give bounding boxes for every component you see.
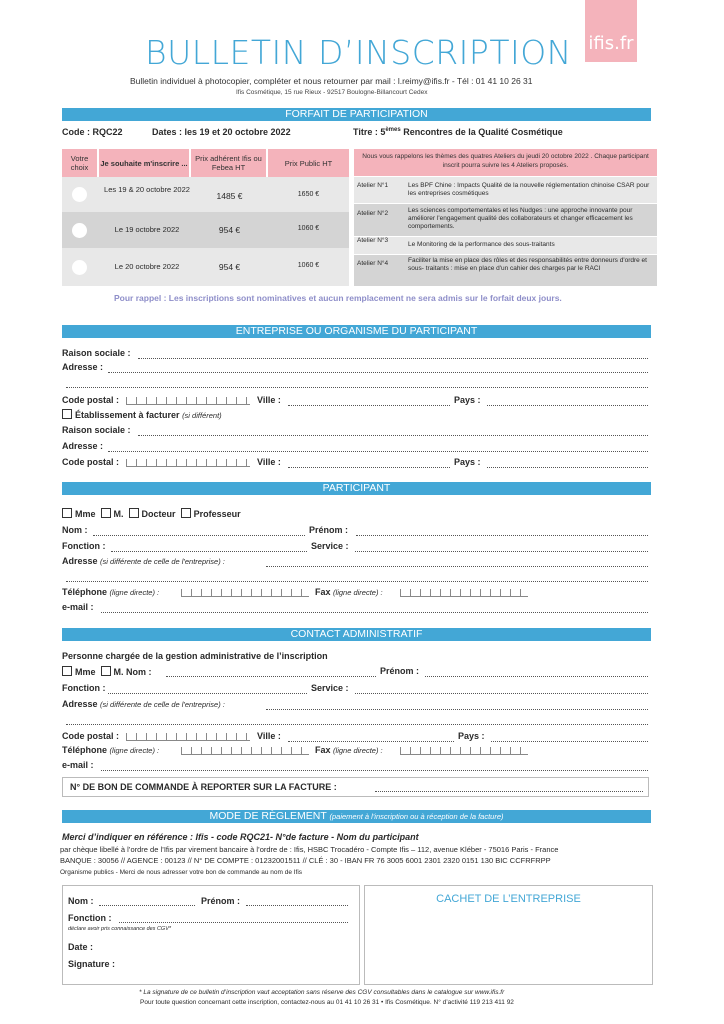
adresse-input-p2[interactable] (66, 581, 648, 582)
email-input-c[interactable] (101, 770, 648, 771)
pays-label-c: Pays : (458, 731, 485, 741)
service-input-c[interactable] (355, 693, 648, 694)
fax-label-c: Fax (ligne directe) : (315, 745, 383, 755)
mme-checkbox[interactable] (62, 508, 72, 518)
raison-label-2: Raison sociale : (62, 425, 131, 435)
cachet-title: CACHET DE L’ENTREPRISE (436, 893, 581, 905)
th-inscrire: Je souhaite m'inscrire ... (99, 149, 189, 177)
subtitle: Bulletin individuel à photocopier, compléter et nous retourner par mail : l.reimy@ifis.fr - Tél : 01 41 10 26 31 (130, 76, 533, 86)
prenom-label: Prénom : (309, 525, 349, 535)
table-row: Le 20 octobre 2022 954 € 1060 € (62, 248, 349, 286)
ville-input-c[interactable] (288, 741, 454, 742)
th-public: Prix Public HT (268, 149, 349, 177)
fax-label: Fax (ligne directe) : (315, 587, 383, 597)
sig-fonction-input[interactable] (119, 922, 348, 923)
fonction-input[interactable] (111, 551, 307, 552)
choice-radio[interactable] (72, 223, 87, 238)
fonction-input-c[interactable] (108, 693, 307, 694)
docteur-checkbox[interactable] (129, 508, 139, 518)
band-entreprise: ENTREPRISE OU ORGANISME DU PARTICIPANT (62, 325, 651, 338)
service-label-c: Service : (311, 683, 349, 693)
adresse-label-p: Adresse (si différente de celle de l'entreprise) : (62, 556, 225, 566)
ifis-logo: ifis.fr (585, 0, 637, 62)
rappel-note: Pour rappel : Les inscriptions sont nominatives et aucun remplacement ne sera admis sur le forfait deux jours. (114, 293, 562, 303)
mme-checkbox-c[interactable] (62, 666, 72, 676)
address: Ifis Cosmétique, 15 rue Rieux - 92517 Boulogne-Billancourt Cedex (236, 89, 428, 96)
cp-input[interactable] (126, 397, 250, 405)
bon-commande-box[interactable] (62, 777, 649, 797)
fonction-label: Fonction : (62, 541, 106, 551)
cp-label-c: Code postal : (62, 731, 120, 741)
tel-label: Téléphone (ligne directe) : (62, 587, 160, 597)
personne-label: Personne chargée de la gestion administrative de l’inscription (62, 651, 328, 661)
adresse-input-c[interactable] (266, 709, 648, 710)
email-label: e-mail : (62, 602, 94, 612)
m-checkbox[interactable] (101, 508, 111, 518)
ateliers-header: Nous vous rappelons les thèmes des quatres Ateliers du jeudi 20 octobre 2022 . Chaque participant inscrit pourra suivre les 4 Ateliers proposés. (354, 149, 657, 176)
pays-input-c[interactable] (491, 741, 648, 742)
ville-label: Ville : (257, 395, 281, 405)
adresse-label: Adresse : (62, 362, 104, 372)
fax-input-c[interactable] (400, 747, 528, 755)
prenom-input-c[interactable] (425, 676, 648, 677)
nom-label: Nom : (62, 525, 88, 535)
tel-input[interactable] (181, 589, 309, 597)
footer-contact: Pour toute question concernant cette inscription, contactez-nous au 01 41 10 26 31 • Ifis Cosmétique. N° d’activité 119 213 411 92 (140, 999, 514, 1006)
raison-input-2[interactable] (138, 435, 648, 436)
adresse-label-2: Adresse : (62, 441, 104, 451)
ville-input[interactable] (288, 405, 450, 406)
service-label: Service : (311, 541, 349, 551)
band-reglement: MODE DE RÈGLEMENT (paiement à l'inscription ou à réception de la facture) (62, 810, 651, 823)
table-row: Le 19 octobre 2022 954 € 1060 € (62, 212, 349, 248)
sig-cgv: déclare avoir pris connaissance des CGV* (68, 926, 172, 932)
adresse-input-c2[interactable] (66, 724, 648, 725)
raison-input[interactable] (138, 358, 648, 359)
pays-input[interactable] (487, 405, 648, 406)
sig-nom-input[interactable] (99, 905, 195, 906)
atelier-row: Atelier N°3 Le Monitoring de la performance des sous-traitants (354, 237, 657, 254)
sig-prenom-input[interactable] (246, 905, 348, 906)
ville-label-c: Ville : (257, 731, 281, 741)
th-adherent: Prix adhérent Ifis ou Febea HT (191, 149, 266, 177)
nom-input[interactable] (93, 535, 305, 536)
raison-label: Raison sociale : (62, 348, 131, 358)
adresse-input-p[interactable] (266, 566, 648, 567)
banque-info: BANQUE : 30056 // AGENCE : 00123 // N° DE COMPTE : 01232001511 // CLÉ : 30 - IBAN FR 76 3005 6001 2301 2320 0151 130 BIC CCFRFRPP (60, 856, 551, 865)
sig-prenom-label: Prénom : (201, 896, 241, 906)
forfait-code: Code : RQC22 (62, 127, 123, 137)
service-input[interactable] (355, 551, 648, 552)
reference-note: Merci d’indiquer en référence : Ifis - code RQC21- N°de facture - Nom du participant (62, 832, 419, 842)
atelier-row: Atelier N°4 Faciliter la mise en place des rôles et des responsabilités entre donneurs d'ordre et sous- traitants : mise en place d'un cahier des charges par le RACI (354, 255, 657, 286)
table-row: Les 19 & 20 octobre 2022 1485 € 1650 € (62, 177, 349, 212)
cachet-box[interactable] (364, 885, 653, 985)
prenom-input[interactable] (356, 535, 648, 536)
forfait-dates: Dates : les 19 et 20 octobre 2022 (152, 127, 291, 137)
choice-radio[interactable] (72, 260, 87, 275)
fonction-label-c: Fonction : (62, 683, 106, 693)
sig-nom-label: Nom : (68, 896, 94, 906)
ville-label-2: Ville : (257, 457, 281, 467)
choice-radio[interactable] (72, 187, 87, 202)
cheque-info: par chèque libellé à l’ordre de l’Ifis par virement bancaire à l’ordre de : Ifis, HSBC Trocadéro - Compte Ifis – 112, avenue Kléber - 75016 Paris - France (60, 845, 559, 854)
civilite-row: Mme M. Docteur Professeur (62, 508, 241, 519)
fax-input[interactable] (400, 589, 528, 597)
bon-commande-label: N° DE BON DE COMMANDE À REPORTER SUR LA FACTURE : (70, 782, 337, 792)
adresse-input-3[interactable] (108, 451, 648, 452)
th-choix: Votre choix (62, 149, 97, 177)
email-label-c: e-mail : (62, 760, 94, 770)
sig-signature-label: Signature : (68, 959, 116, 969)
tel-input-c[interactable] (181, 747, 309, 755)
professeur-checkbox[interactable] (181, 508, 191, 518)
band-forfait: FORFAIT DE PARTICIPATION (62, 108, 651, 121)
adresse-label-c: Adresse (si différente de celle de l'entreprise) : (62, 699, 225, 709)
band-contact: CONTACT ADMINISTRATIF (62, 628, 651, 641)
tel-label-c: Téléphone (ligne directe) : (62, 745, 160, 755)
forfait-titre: Titre : 5èmes Rencontres de la Qualité Cosmétique (353, 127, 563, 137)
cp-label-2: Code postal : (62, 457, 120, 467)
sig-date-label: Date : (68, 942, 94, 952)
etab-checkbox[interactable] (62, 409, 72, 419)
pays-input-2[interactable] (487, 467, 648, 468)
etab-row: Établissement à facturer (si différent) (62, 409, 222, 420)
prenom-label-c: Prénom : (380, 666, 420, 676)
organismes-info: Organisme publics - Merci de nous adresser votre bon de commande au nom de Ifis (60, 869, 303, 876)
bon-commande-input[interactable] (375, 791, 643, 792)
sig-fonction-label: Fonction : (68, 913, 112, 923)
m-checkbox-c[interactable] (101, 666, 111, 676)
email-input[interactable] (101, 612, 648, 613)
signature-box (62, 885, 360, 985)
adresse-input-2[interactable] (66, 387, 648, 388)
pays-label-2: Pays : (454, 457, 481, 467)
pays-label: Pays : (454, 395, 481, 405)
cp-input-c[interactable] (126, 733, 250, 741)
cp-label: Code postal : (62, 395, 120, 405)
civilite-row-c: Mme M. Nom : (62, 666, 152, 677)
band-participant: PARTICIPANT (62, 482, 651, 495)
page-title: BULLETIN D’INSCRIPTION (145, 33, 572, 72)
cp-input-2[interactable] (126, 459, 250, 467)
nom-input-c[interactable] (166, 676, 376, 677)
adresse-input[interactable] (108, 372, 648, 373)
ville-input-2[interactable] (288, 467, 450, 468)
footer-cgv: * La signature de ce bulletin d’inscription vaut acceptation sans réserve des CGV consultables dans le catalogue sur www.ifis.fr (139, 989, 505, 996)
atelier-row: Atelier N°2 Les sciences comportementales et les Nudges : une approche innovante pour améliorer l'engagement qualité des collaborateurs et changer efficacement les comportements. (354, 204, 657, 236)
atelier-row: Atelier N°1 Les BPF Chine : Impacts Qualité de la nouvelle réglementation chinoise CSAR pour les entreprises cosmétiques (354, 177, 657, 203)
